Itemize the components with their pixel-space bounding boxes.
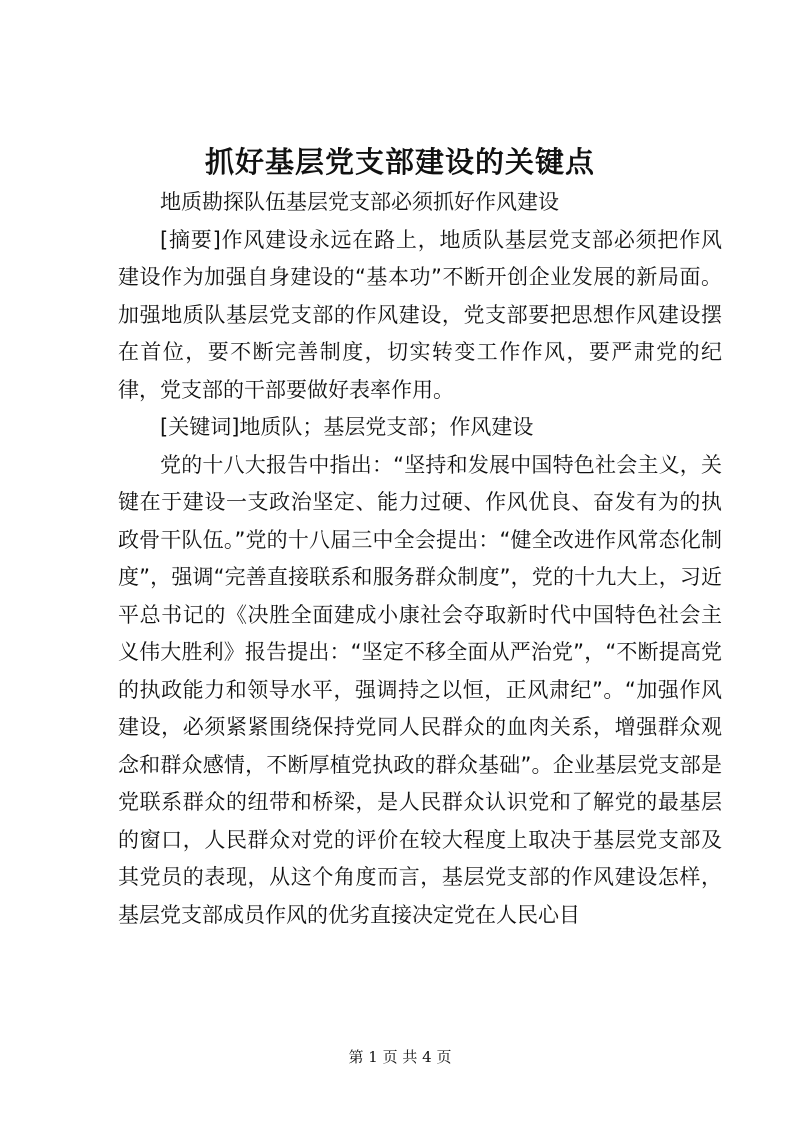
abstract-paragraph: [摘要]作风建设永远在路上，地质队基层党支部必须把作风建设作为加强自身建设的“基本功”不断开创企业发展的新局面。加强地质队基层党支部的作风建设，党支部要把思想作风建设摆在首位，要不断完善制度，切实转变工作作风，要严肃党的纪律，党支部的干部要做好表率作用。 — [118, 227, 722, 402]
page-number-footer: 第 1 页 共 4 页 — [348, 1048, 452, 1066]
subtitle-paragraph: 地质勘探队伍基层党支部必须抓好作风建设 — [160, 190, 559, 214]
body-paragraph: 党的十八大报告中指出：“坚持和发展中国特色社会主义，关键在于建设一支政治坚定、能力过硬、作风优良、奋发有为的执政骨干队伍。”党的十八届三中全会提出：“健全改进作风常态化制度”，强调“完善直接联系和服务群众制度”，党的十九大上，习近平总书记的《决胜全面建成小康社会夺取新时代中国特色社会主义伟大胜利》报告提出：“坚定不移全面从严治党”，“不断提高党的执政能力和领导水平，强调持之以恒，正风肃纪”。“加强作风建设，必须紧紧围绕保持党同人民群众的血肉关系，增强群众观念和群众感情，不断厚植党执政的群众基础”。企业基层党支部是党联系群众的纽带和桥梁，是人民群众认识党和了解党的最基层的窗口，人民群众对党的评价在较大程度上取决于基层党支部及其党员的表现，从这个角度而言，基层党支部的作风建设怎样，基层党支部成员作风的优劣直接决定党在人民心目 — [118, 452, 722, 927]
document-body — [118, 184, 722, 934]
document-title: 抓好基层党支部建设的关键点 — [204, 145, 595, 179]
keywords-paragraph: [关键词]地质队；基层党支部；作风建设 — [160, 415, 534, 439]
